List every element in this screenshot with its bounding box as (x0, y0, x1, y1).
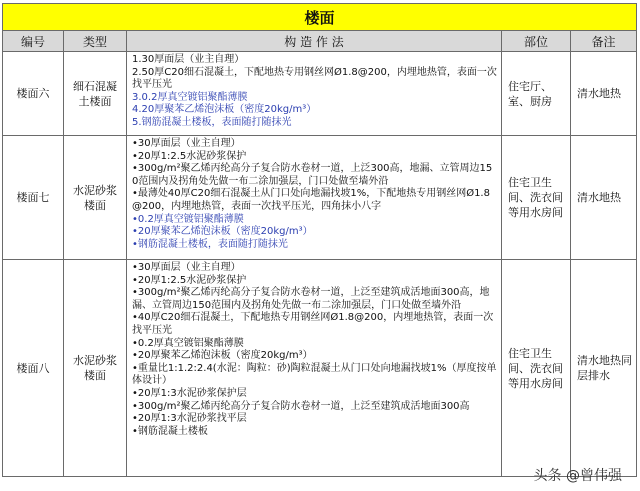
method-line: 3.0.2厚真空镀铝聚酯薄膜 (132, 91, 248, 103)
method-line: •最薄处40厚C20细石混凝土从门口处向地漏找坡1%，下配地热专用钢丝网Ø1.8@200，内埋地热管，表面一次找平压光，四角抹小八字 (132, 188, 490, 212)
row-type: 水泥砂浆楼面 (64, 136, 127, 260)
row-type: 细石混凝土楼面 (64, 52, 127, 136)
method-line: •30厚面层（业主自理） (132, 262, 241, 273)
method-line: •0.2厚真空镀铝聚酯薄膜 (132, 337, 244, 349)
header-type: 类型 (64, 31, 127, 52)
floor-spec-table (2, 3, 637, 477)
row-code: 楼面八 (3, 260, 64, 477)
row-type: 水泥砂浆楼面 (64, 260, 127, 477)
method-line: •20厚1:2.5水泥砂浆保护 (132, 274, 247, 286)
method-line: 4.20厚聚苯乙烯泡沫板（密度20kg/m³） (132, 104, 317, 116)
row-method (127, 260, 502, 477)
header-location: 部位 (502, 31, 571, 52)
row-method (127, 52, 502, 136)
method-line: •重量比1:1.2:2.4(水泥：陶粒：砂)陶粒混凝土从门口处向地漏找坡1%（厚度按单体设计） (132, 362, 497, 387)
row-code: 楼面六 (3, 52, 64, 136)
table-row (3, 136, 637, 260)
row-location: 住宅卫生间、洗衣间等用水房间 (502, 260, 571, 477)
row-code: 楼面七 (3, 136, 64, 260)
header-code: 编号 (3, 31, 64, 52)
method-line: •20厚1:3水泥砂浆保护层 (132, 387, 247, 399)
table-row (3, 52, 637, 136)
method-line: 5.钢筋混凝土楼板，表面随打随抹光 (132, 116, 292, 128)
row-note: 清水地热 (571, 136, 637, 260)
row-note: 清水地热同层排水 (571, 260, 637, 477)
table-row (3, 260, 637, 477)
table-title: 楼面 (3, 4, 637, 31)
method-line: •20厚1:2.5水泥砂浆保护 (132, 150, 247, 162)
row-location: 住宅卫生间、洗衣间等用水房间 (502, 136, 571, 260)
header-note: 备注 (571, 31, 637, 52)
method-line: 1.30厚面层（业主自理） (132, 54, 245, 65)
method-line: •钢筋混凝土楼板 (132, 425, 208, 437)
row-method (127, 136, 502, 260)
header-method: 构 造 作 法 (127, 31, 502, 52)
method-line: •40厚C20细石混凝土，下配地热专用钢丝网Ø1.8@200，内埋地热管，表面一次找平压光 (132, 312, 494, 336)
method-line: •20厚1:3水泥砂浆找平层 (132, 413, 247, 425)
method-line: •20厚聚苯乙烯泡沫板（密度20kg/m³） (132, 350, 313, 362)
method-line: •0.2厚真空镀铝聚酯薄膜 (132, 213, 244, 225)
method-line: •300g/m²聚乙烯丙纶高分子复合防水卷材一道，上泛至建筑成活地面300高 (132, 400, 470, 412)
method-line: •20厚聚苯乙烯泡沫板（密度20kg/m³） (132, 226, 313, 238)
method-line: 2.50厚C20细石混凝土，下配地热专用钢丝网Ø1.8@200，内埋地热管，表面一次找平压光 (132, 66, 497, 91)
method-line: •钢筋混凝土楼板，表面随打随抹光 (132, 238, 288, 250)
method-line: •300g/m²聚乙烯丙纶高分子复合防水卷材一道，上泛至建筑成活地面300高，地漏、立管周边150范围内及拐角处先做一布二涂加强层，门口处做至墙外沿 (132, 287, 490, 311)
method-line: •300g/m²聚乙烯丙纶高分子复合防水卷材一道，上泛300高，地漏、立管周边150范围内及拐角处先做一布二涂加强层，门口处做至墙外沿 (132, 163, 493, 187)
row-location: 住宅厅、室、厨房 (502, 52, 571, 136)
watermark: 头条 @曾伟强 (533, 468, 622, 484)
method-line: •30厚面层（业主自理） (132, 138, 241, 149)
row-note: 清水地热 (571, 52, 637, 136)
